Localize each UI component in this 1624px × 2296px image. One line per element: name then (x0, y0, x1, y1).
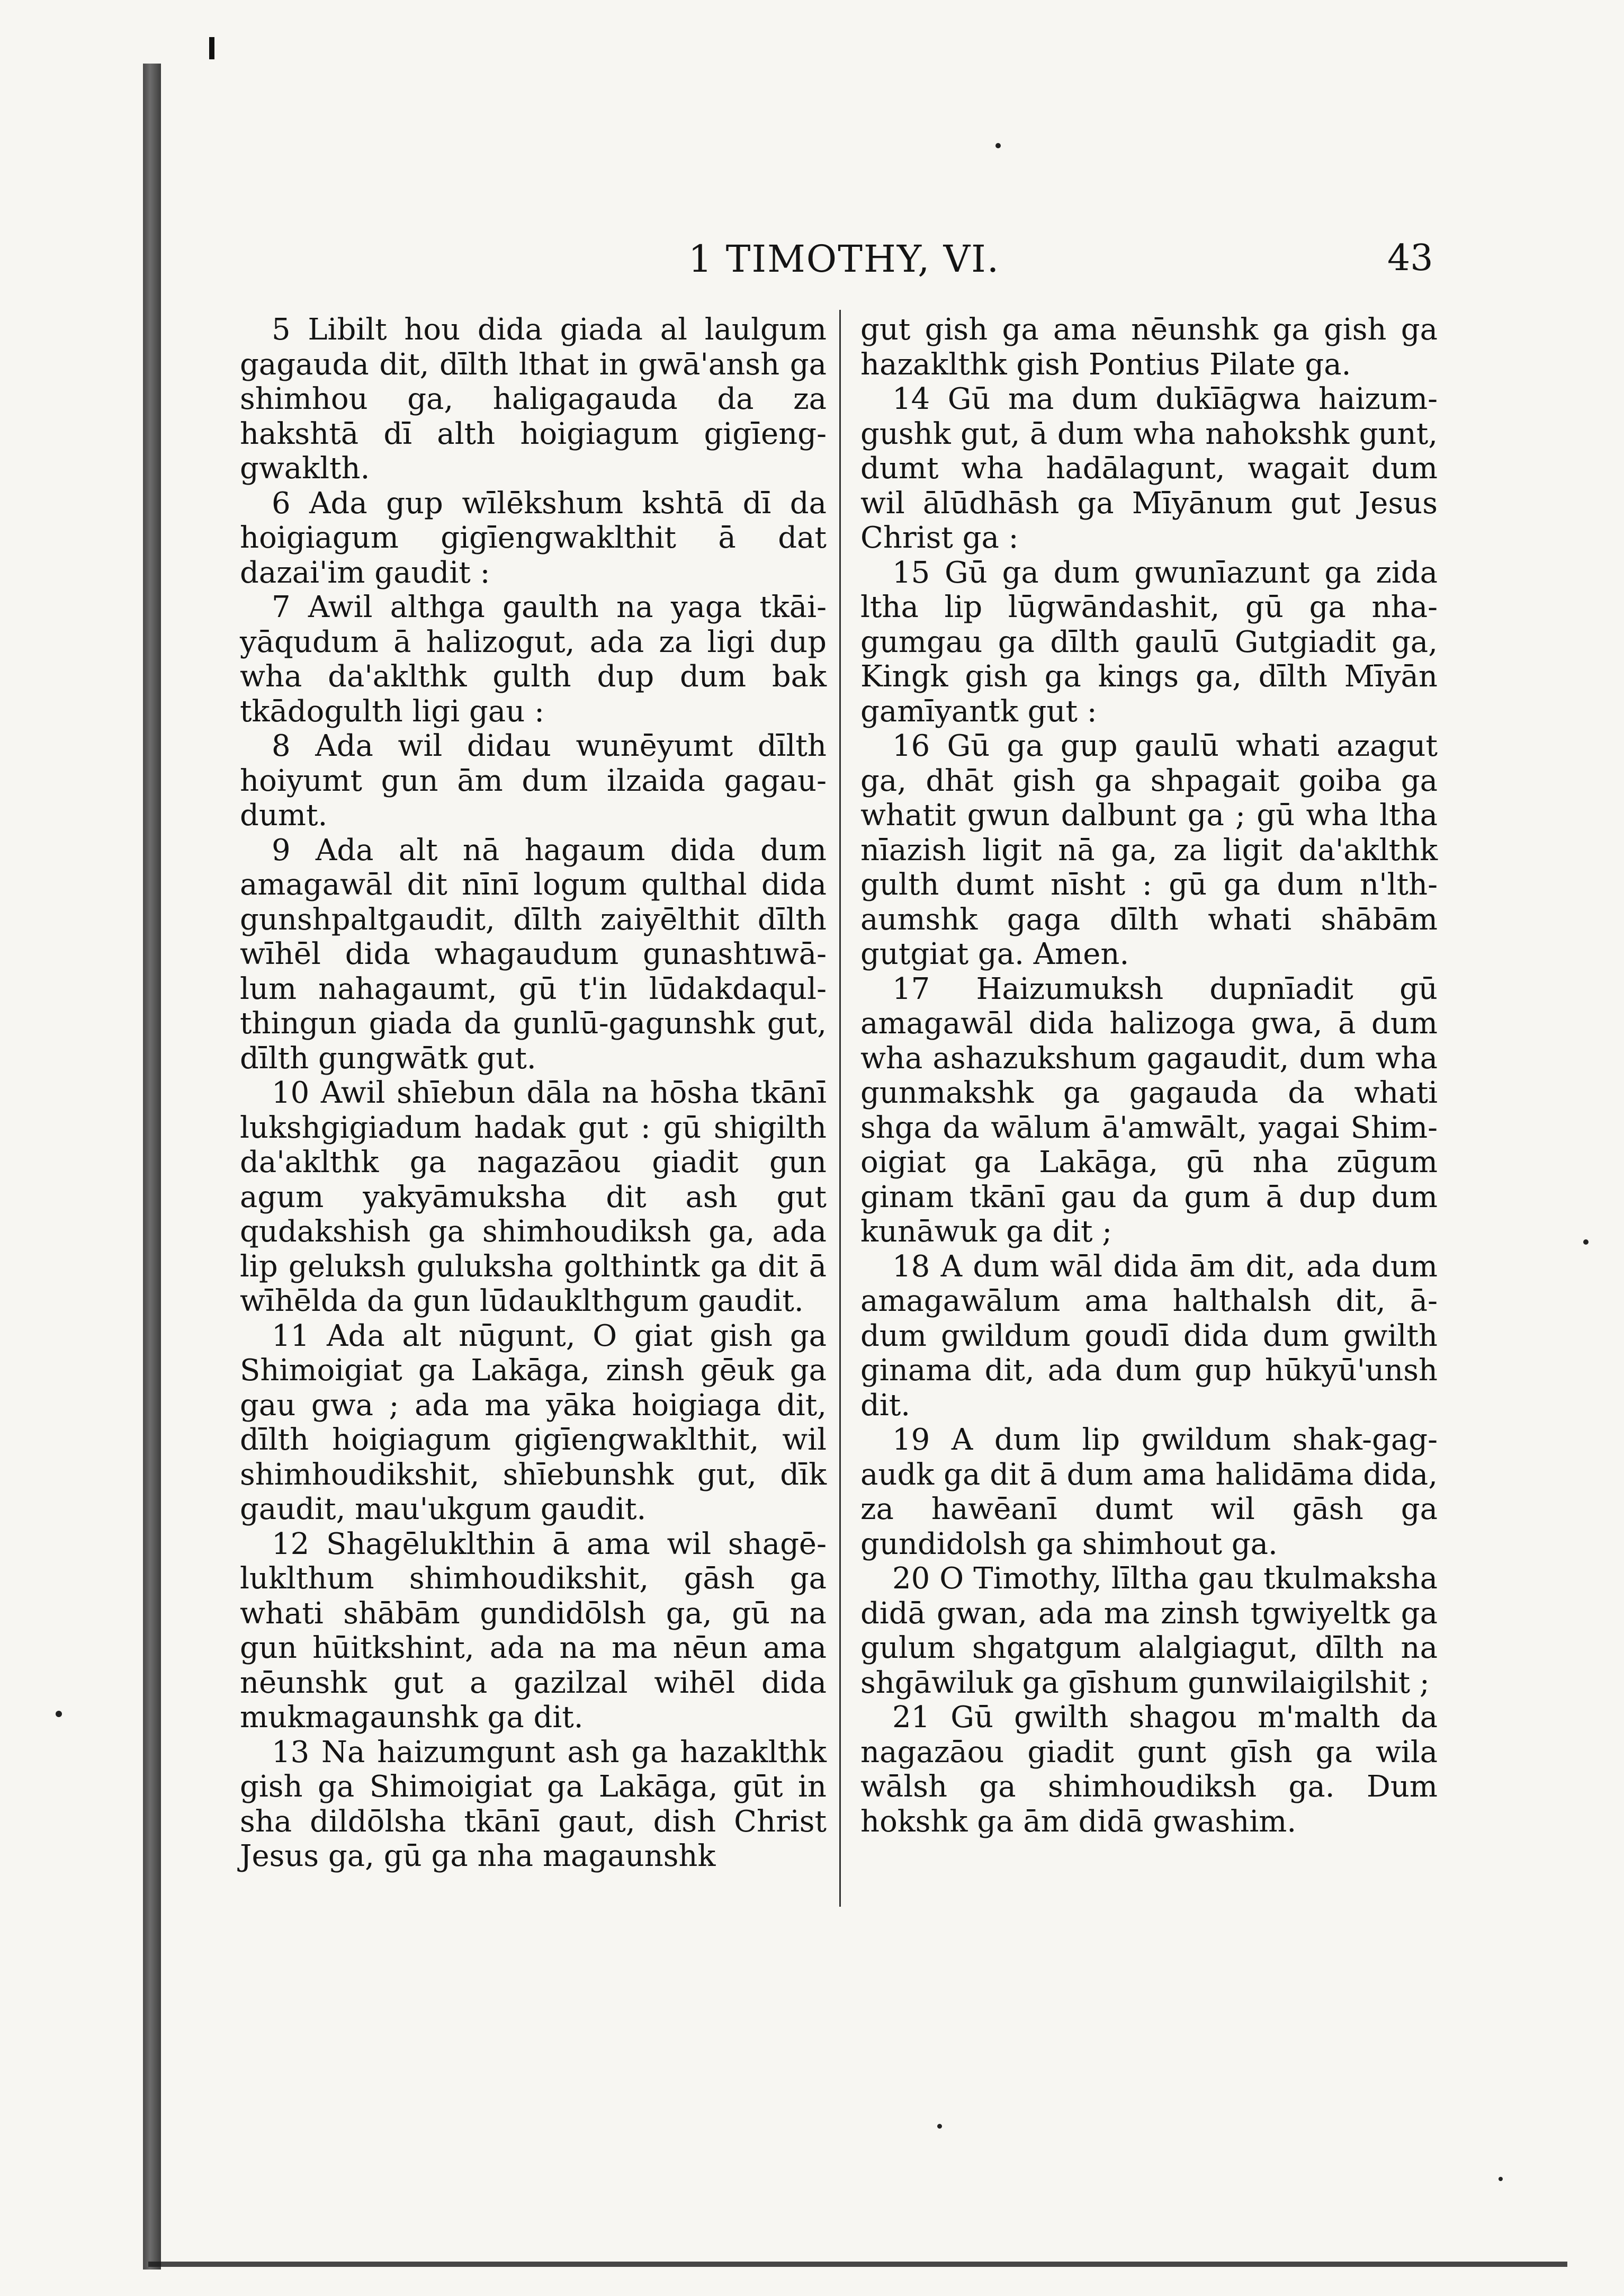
verse-paragraph: 12 Shagēluklthin ā ama wil shagēluklthum shimhoudikshit, gāsh ga whati shābām gundidōlsh ga, gū na gun hūitkshint, ada na ma nēun ama nēunshk gut a gazilzal wihēl dida mukmagaunshk ga dit. (240, 1526, 827, 1735)
left-column (240, 312, 827, 1874)
verse-continuation: gut gish ga ama nēunshk ga gish ga hazaklthk gish Pontius Pilate ga. (860, 312, 1438, 382)
scan-speck (1583, 1239, 1589, 1245)
bottom-edge-shadow (148, 2262, 1567, 2267)
verse-paragraph: 5 Libilt hou dida giada al laulgum gagauda dit, dīlth lthat in gwā'ansh ga shimhou ga, haligagauda da za hakshtā dī alth hoigiagum gigīenggwaklth. (240, 312, 827, 486)
scan-speck (1499, 2177, 1503, 2181)
verse-paragraph: 6 Ada gup wīlēkshum kshtā dī da hoigiagum gigīengwaklthit ā dat dazai'im gaudit : (240, 486, 827, 590)
verse-paragraph: 10 Awil shīebun dāla na hōsha tkānī lukshgigiadum hadak gut : gū shigilth da'aklthk ga nagazāou giadit gun agum yakyāmuksha dit ash gut qudakshish ga shimhoudiksh ga, ada lip geluksh guluksha golthintk ga dit ā wīhēlda da gun lūdauklthgum gaudit. (240, 1076, 827, 1318)
verse-paragraph: 8 Ada wil didau wunēyumt dīlth hoiyumt gun ām dum ilzaida gagaudumt. (240, 729, 827, 833)
verse-paragraph: 14 Gū ma dum dukīāgwa haizumgushk gut, ā dum wha nahokshk gunt, dumt wha hadālagunt, wagait dum wil ālūdhāsh ga Mīyānum gut Jesus Christ ga : (860, 382, 1438, 555)
verse-paragraph: 18 A dum wāl dida ām dit, ada dum amagawālum ama halthalsh dit, ā-dum gwildum goudī dida dum gwilth ginama dit, ada dum gup hūkyū'unsh dit. (860, 1249, 1438, 1423)
verse-paragraph: 11 Ada alt nūgunt, O giat gish ga Shimoigiat ga Lakāga, zinsh gēuk ga gau gwa ; ada ma yāka hoigiaga dit, dīlth hoigiagum gigīengwaklthit, wil shimhoudikshit, shīebunshk gut, dīk gaudit, mau'ukgum gaudit. (240, 1318, 827, 1526)
verse-paragraph: 13 Na haizumgunt ash ga hazaklthk gish ga Shimoigiat ga Lakāga, gūt in sha dildōlsha tkānī gaut, dish Christ Jesus ga, gū ga nha magaunshk (240, 1735, 827, 1873)
verse-paragraph: 9 Ada alt nā hagaum dida dum amagawāl dit nīnī logum qulthal dida gunshpaltgaudit, dīlth zaiyēlthit dīlth wīhēl dida whagaudum gunashtıwālum nahagaumt, gū t'in lūdakdaqulthingun giada da gunlū-gagunshk gut, dīlth gungwātk gut. (240, 833, 827, 1076)
verse-paragraph: 17 Haizumuksh dupnīadit gū amagawāl dida halizoga gwa, ā dum wha ashazukshum gagaudit, dum wha gunmakshk ga gagauda da whati shga da wālum ā'amwālt, yagai Shimoigiat ga Lakāga, gū nha zūgum ginam tkānī gau da gum ā dup dum kunāwuk ga dit ; (860, 971, 1438, 1249)
page-number: 43 (1387, 237, 1433, 279)
scan-speck (56, 1711, 62, 1717)
verse-paragraph: 20 O Timothy, līltha gau tkulmaksha didā gwan, ada ma zinsh tgwiyeltk ga gulum shgatgum alalgiagut, dīlth na shgāwiluk ga gīshum gunwilaigilshit ; (860, 1561, 1438, 1700)
binding-edge-shadow (143, 64, 161, 2270)
scan-speck (937, 2124, 942, 2129)
column-divider (839, 310, 841, 1907)
verse-paragraph: 19 A dum lip gwildum shak-gagaudk ga dit ā dum ama halidāma dida, za hawēanī dumt wil gāsh ga gundidolsh ga shimhout ga. (860, 1423, 1438, 1561)
scan-speck (995, 143, 1001, 148)
running-title: 1 TIMOTHY, VI. (688, 237, 1000, 281)
verse-paragraph: 21 Gū gwilth shagou m'malth da nagazāou giadit gunt gīsh ga wila wālsh ga shimhoudiksh ga. Dum hokshk ga ām didā gwashim. (860, 1700, 1438, 1839)
verse-paragraph: 16 Gū ga gup gaulū whati azagut ga, dhāt gish ga shpagait goiba ga whatit gwun dalbunt ga ; gū wha ltha nīazish ligit nā ga, za ligit da'aklthk gulth dumt nīsht : gū ga dum n'lthaumshk gaga dīlth whati shābām gutgiat ga. Amen. (860, 729, 1438, 971)
right-column (860, 312, 1438, 1839)
verse-paragraph: 7 Awil althga gaulth na yaga tkāiyāqudum ā halizogut, ada za ligi dup wha da'aklthk gulth dup dum bak tkādogulth ligi gau : (240, 590, 827, 729)
top-margin-mark (209, 37, 214, 59)
verse-paragraph: 15 Gū ga dum gwunīazunt ga zida ltha lip lūgwāndashit, gū ga nhagumgau ga dīlth gaulū Gutgiadit ga, Kingk gish ga kings ga, dīlth Mīyān gamīyantk gut : (860, 555, 1438, 729)
